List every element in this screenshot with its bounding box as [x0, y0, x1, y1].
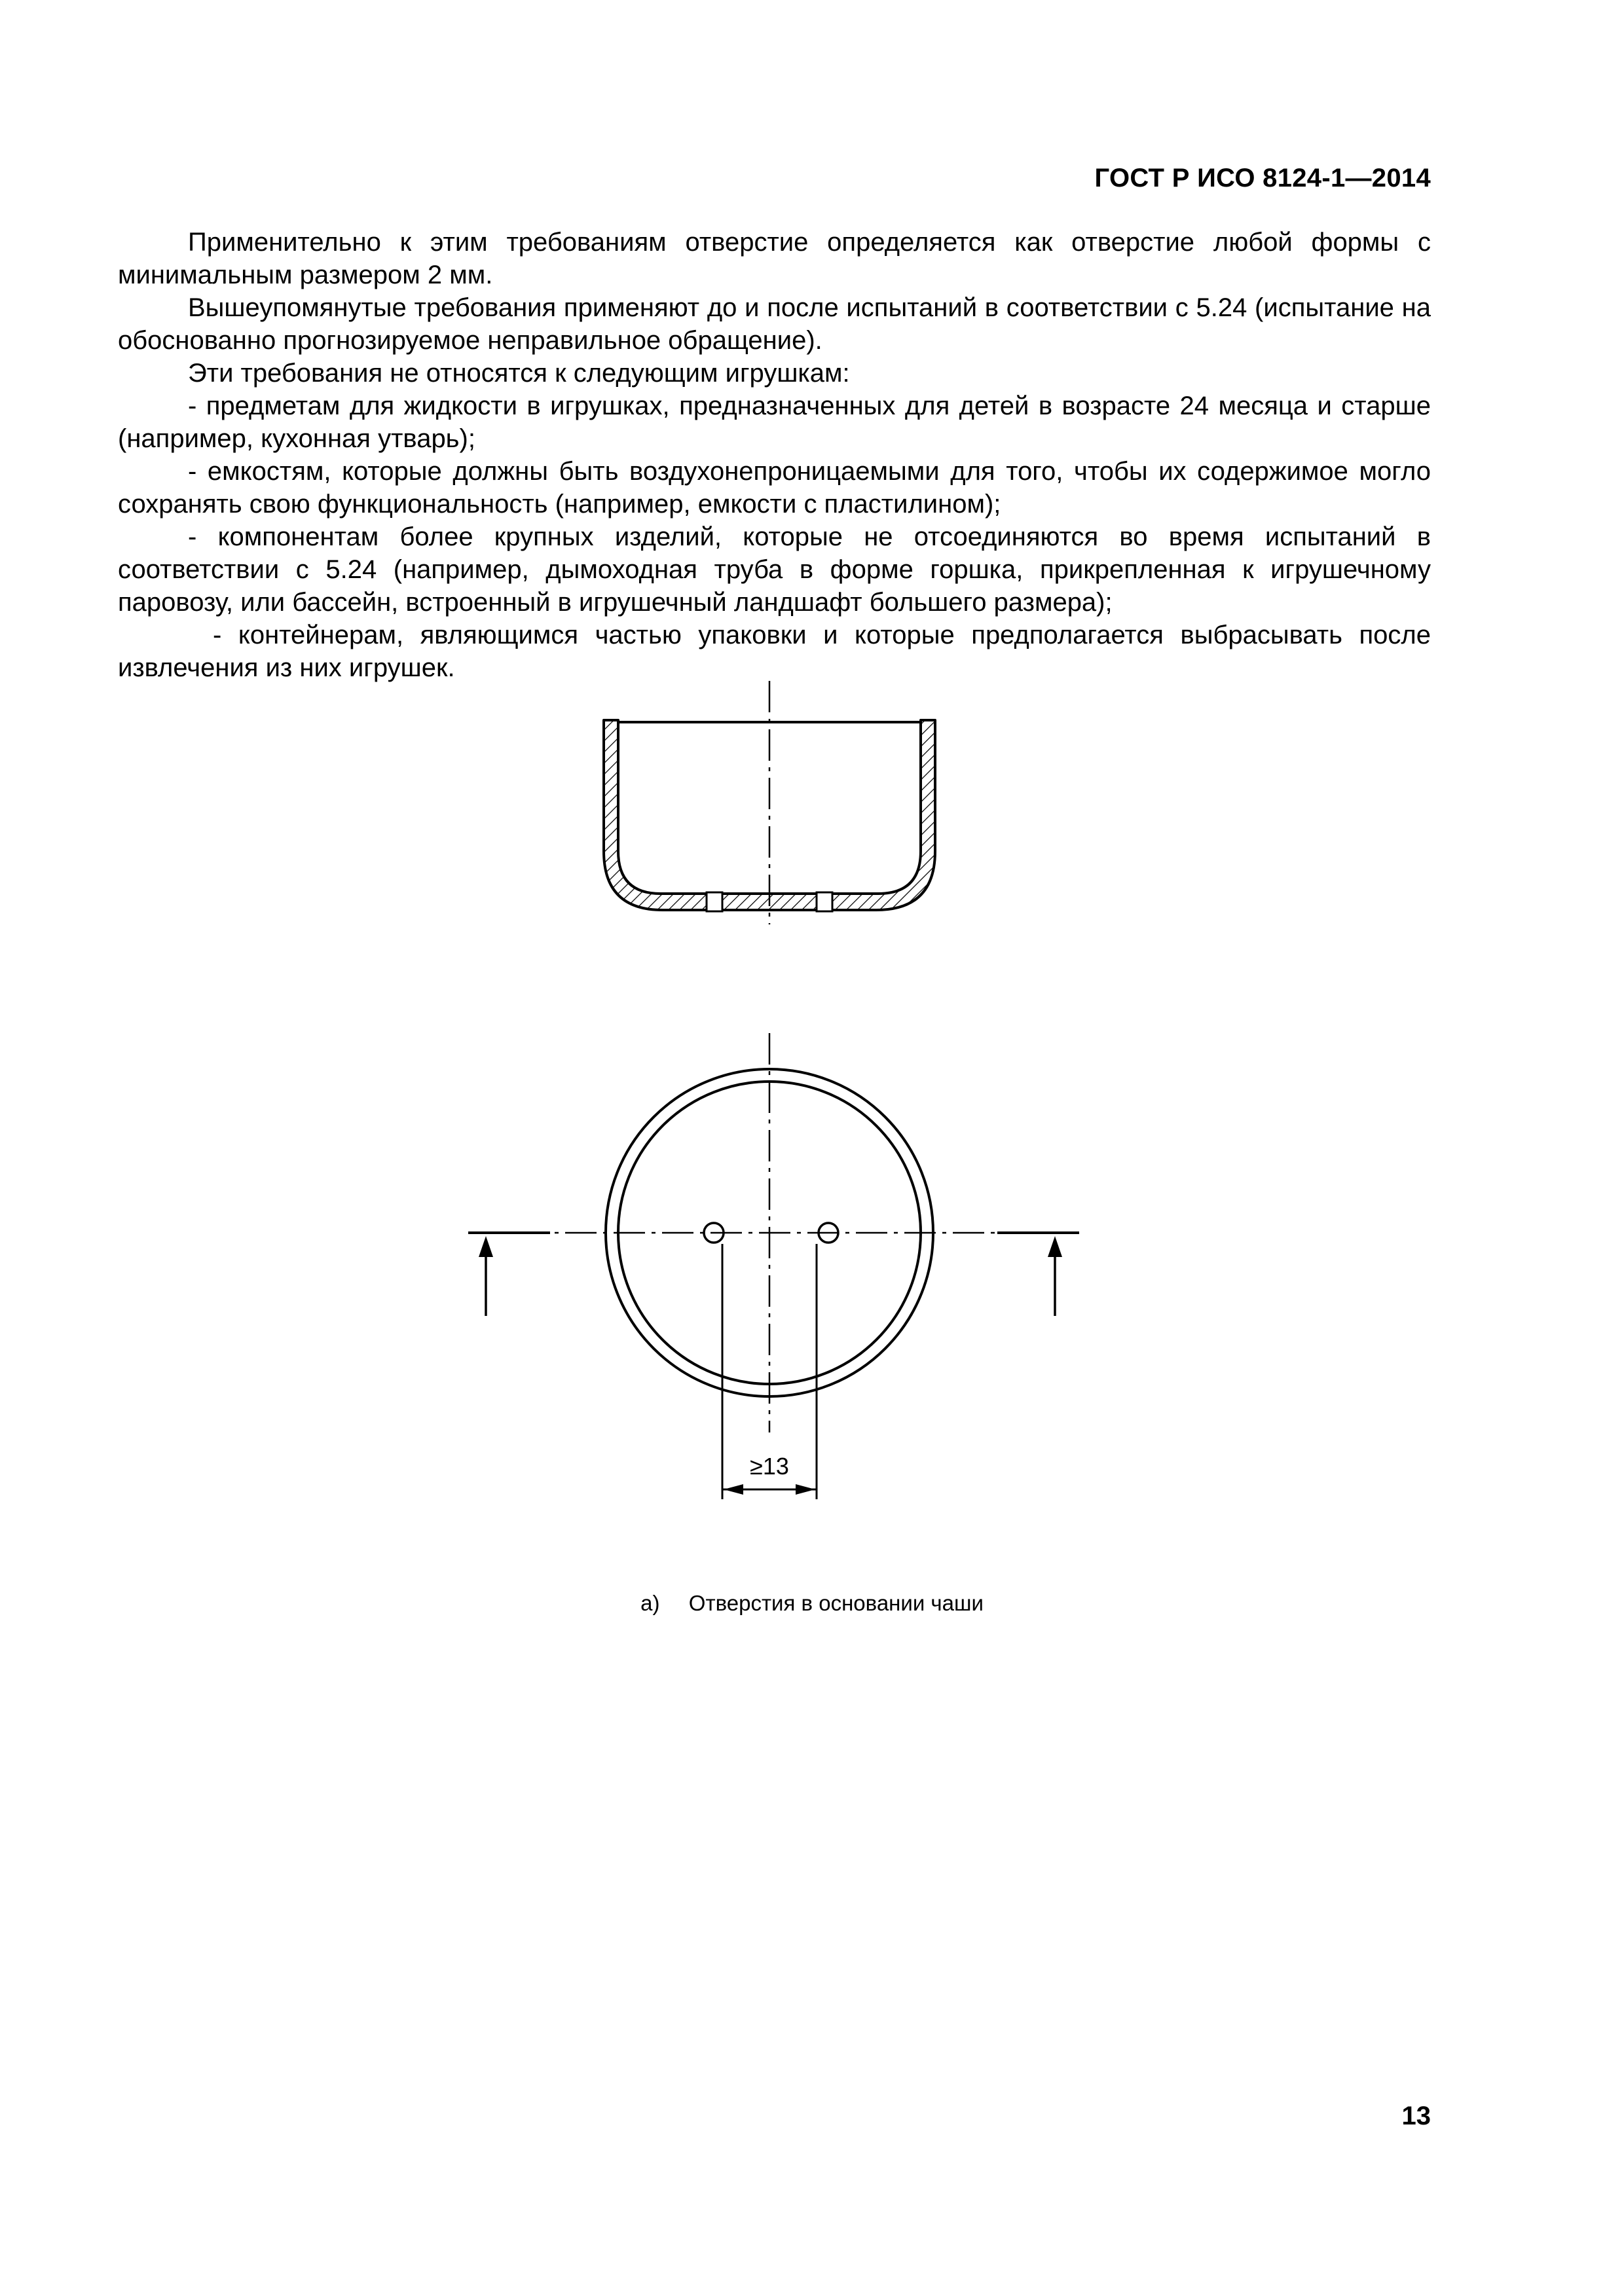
list-item: - емкостям, которые должны быть воздухонепроницаемыми для того, чтобы их содержимое могло сохранять свою функциональность (например, емкости с пластилином);	[118, 457, 1431, 519]
cut-arrow-left-head	[479, 1236, 493, 1257]
bowl-inner-circle	[618, 1082, 921, 1384]
body-text	[118, 226, 1431, 684]
page-number: 13	[1401, 2102, 1431, 2130]
hole-left	[704, 1223, 724, 1243]
bowl-plan-view	[468, 1033, 1079, 1499]
bowl-wall-section	[604, 720, 935, 910]
hole-right	[819, 1223, 838, 1243]
bowl-outer-circle	[606, 1069, 933, 1396]
hole-gap-right	[817, 892, 832, 911]
hole-gap-left	[707, 892, 722, 911]
dimension-arrow-left	[724, 1484, 743, 1495]
bowl-section-view	[604, 681, 935, 924]
list-item: - компонентам более крупных изделий, которые не отсоединяются во время испытаний в соответствии с 5.24 (например, дымоходная труба в форме горшка, прикрепленная к игрушечному паровозу, или бассейн, встроенный в игрушечный ландшафт большего размера);	[118, 522, 1431, 617]
caption-letter: a)	[640, 1591, 660, 1615]
paragraph: Применительно к этим требованиям отверстие определяется как отверстие любой формы с минимальным размером 2 мм.	[118, 228, 1431, 289]
dimension-label: ≥13	[750, 1453, 789, 1480]
paragraph: Вышеупомянутые требования применяют до и после испытаний в соответствии с 5.24 (испытание на обоснованно прогнозируемое неправильное обращение).	[118, 293, 1431, 355]
list-item: - предметам для жидкости в игрушках, предназначенных для детей в возрасте 24 месяца и старше (например, кухонная утварь);	[118, 392, 1431, 453]
dimension-arrow-right	[796, 1484, 815, 1495]
list-item: - контейнерам, являющимся частью упаковки и которые предполагается выбрасывать после извлечения из них игрушек.	[118, 621, 1431, 682]
standard-code: ГОСТ Р ИСО 8124-1—2014	[1094, 164, 1431, 192]
caption-text: Отверстия в основании чаши	[688, 1591, 984, 1615]
figure-caption	[0, 1591, 1624, 1616]
paragraph: Эти требования не относятся к следующим игрушкам:	[188, 359, 850, 388]
cut-arrow-right-head	[1048, 1236, 1062, 1257]
